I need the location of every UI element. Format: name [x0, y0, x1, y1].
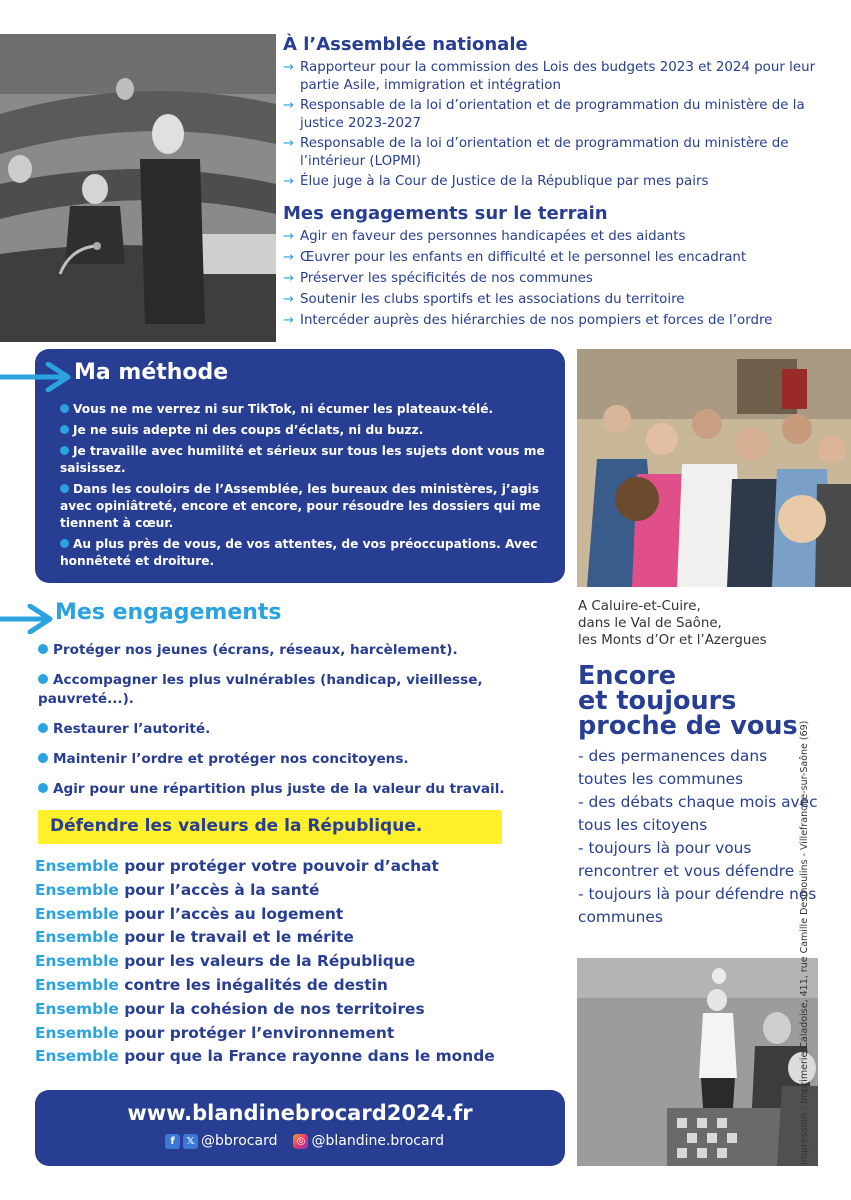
- list-item: Restaurer l’autorité.: [38, 720, 558, 739]
- meeting-photo: [577, 958, 818, 1166]
- bullet-icon: [60, 425, 69, 434]
- website-link[interactable]: www.blandinebrocard2024.fr: [127, 1101, 473, 1125]
- list-item: Vous ne me verrez ni sur TikTok, ni écumer les plateaux-télé.: [60, 401, 550, 418]
- arrow-right-icon: →: [283, 292, 294, 307]
- list-item: → Rapporteur pour la commission des Lois des budgets 2023 et 2024 pour leur partie Asile, immigration et intégration: [283, 60, 816, 93]
- list-item: Ensemble pour protéger votre pouvoir d’achat: [35, 857, 439, 875]
- list-item: Ensemble contre les inégalités de destin: [35, 975, 388, 994]
- list-item: → Élue juge à la Cour de Justice de la République par mes pairs: [283, 174, 709, 189]
- social-row: [165, 1133, 444, 1149]
- x-icon[interactable]: 𝕏: [183, 1134, 198, 1149]
- list-item: Dans les couloirs de l’Assemblée, les bureaux des ministères, j’agis avec opiniâtreté, encore et encore, pour résoudre les dossiers qui me tiennent à cœur.: [60, 482, 541, 530]
- crowd-photo: [577, 349, 851, 587]
- imprint-text: Impression : Imprimerie Caladoise, 411, rue Camille Desmoulins - Villefranche-sur-Saône (69): [799, 720, 810, 1165]
- arrow-right-icon: →: [283, 229, 294, 244]
- list-item: → Œuvrer pour les enfants en difficulté et le personnel les encadrant: [283, 250, 747, 265]
- arrow-right-icon: →: [283, 250, 294, 265]
- encore-list: [578, 745, 818, 929]
- bullet-icon: [60, 446, 69, 455]
- list-item: Ensemble pour le travail et le mérite: [35, 928, 354, 947]
- methode-title: Ma méthode: [74, 360, 229, 385]
- engagements-list: [38, 641, 558, 810]
- bullet-icon: [60, 484, 69, 493]
- encore-title: Encore et toujours proche de vous: [578, 661, 798, 741]
- list-item: Ensemble pour la cohésion de nos territoires: [35, 999, 425, 1018]
- republique-banner: [38, 810, 502, 844]
- bullet-icon: [60, 404, 69, 413]
- big-arrow-icon: [0, 604, 56, 634]
- list-item: - toujours là pour défendre nos communes: [578, 885, 817, 926]
- arrow-right-icon: →: [283, 174, 294, 189]
- list-item: Maintenir l’ordre et protéger nos concitoyens.: [38, 750, 558, 769]
- bullet-icon: [38, 753, 48, 763]
- list-item: Au plus près de vous, de vos attentes, de vos préoccupations. Avec honnêteté et droiture.: [60, 537, 538, 568]
- instagram-icon[interactable]: ◎: [293, 1134, 308, 1149]
- bullet-icon: [38, 723, 48, 733]
- arrow-right-icon: →: [283, 98, 294, 113]
- list-item: - toujours là pour vous rencontrer et vous défendre: [578, 839, 795, 880]
- list-item: Agir pour une répartition plus juste de la valeur du travail.: [38, 780, 558, 799]
- list-item: Accompagner les plus vulnérables (handicap, vieillesse, pauvreté...).: [38, 672, 483, 707]
- bullet-icon: [60, 539, 69, 548]
- assemblee-title: À l’Assemblée nationale: [283, 34, 528, 55]
- list-item: - des débats chaque mois avec tous les citoyens: [578, 793, 818, 834]
- social-handle[interactable]: @bbrocard: [201, 1133, 278, 1149]
- terrain-list: [283, 228, 843, 330]
- assemblee-section: [283, 34, 843, 333]
- arrow-right-icon: →: [283, 60, 294, 75]
- republique-banner-text: Défendre les valeurs de la République.: [50, 816, 423, 836]
- list-item: Ensemble pour protéger l’environnement: [35, 1023, 395, 1042]
- list-item: Ensemble pour que la France rayonne dans le monde: [35, 1047, 495, 1066]
- list-item: → Agir en faveur des personnes handicapées et des aidants: [283, 229, 686, 244]
- list-item: - des permanences dans toutes les communes: [578, 747, 768, 788]
- list-item: Protéger nos jeunes (écrans, réseaux, harcèlement).: [38, 641, 558, 660]
- list-item: Je ne suis adepte ni des coups d’éclats, ni du buzz.: [60, 422, 550, 439]
- facebook-icon[interactable]: f: [165, 1134, 180, 1149]
- list-item: → Soutenir les clubs sportifs et les associations du territoire: [283, 292, 685, 307]
- list-item: Ensemble pour l’accès à la santé: [35, 880, 320, 899]
- list-item: Ensemble pour les valeurs de la République: [35, 952, 416, 971]
- list-item: → Préserver les spécificités de nos communes: [283, 271, 593, 286]
- list-item: Ensemble pour l’accès au logement: [35, 904, 344, 923]
- assemblee-list: [283, 59, 843, 191]
- list-item: → Responsable de la loi d’orientation et de programmation du ministère de l’intérieur (LOPMI): [283, 136, 789, 169]
- arrow-right-icon: →: [283, 313, 294, 328]
- engagements-title: Mes engagements: [55, 600, 282, 625]
- bullet-icon: [38, 644, 48, 654]
- bullet-icon: [38, 674, 48, 684]
- photo-caption: A Caluire-et-Cuire, dans le Val de Saône, les Monts d’Or et l’Azergues: [578, 599, 767, 648]
- arrow-right-icon: →: [283, 271, 294, 286]
- list-item: → Responsable de la loi d’orientation et de programmation du ministère de la justice 2023-2027: [283, 98, 805, 131]
- instagram-handle[interactable]: @blandine.brocard: [311, 1133, 444, 1149]
- list-item: Je travaille avec humilité et sérieux sur tous les sujets dont vous me saisissez.: [60, 444, 545, 475]
- list-item: → Intercéder auprès des hiérarchies de nos pompiers et forces de l’ordre: [283, 313, 773, 328]
- ensemble-list: [35, 855, 565, 1069]
- big-arrow-icon: [0, 362, 74, 392]
- bullet-icon: [38, 783, 48, 793]
- arrow-right-icon: →: [283, 136, 294, 151]
- assemblee-photo: [0, 34, 276, 342]
- methode-list: [60, 401, 550, 574]
- terrain-title: Mes engagements sur le terrain: [283, 203, 608, 224]
